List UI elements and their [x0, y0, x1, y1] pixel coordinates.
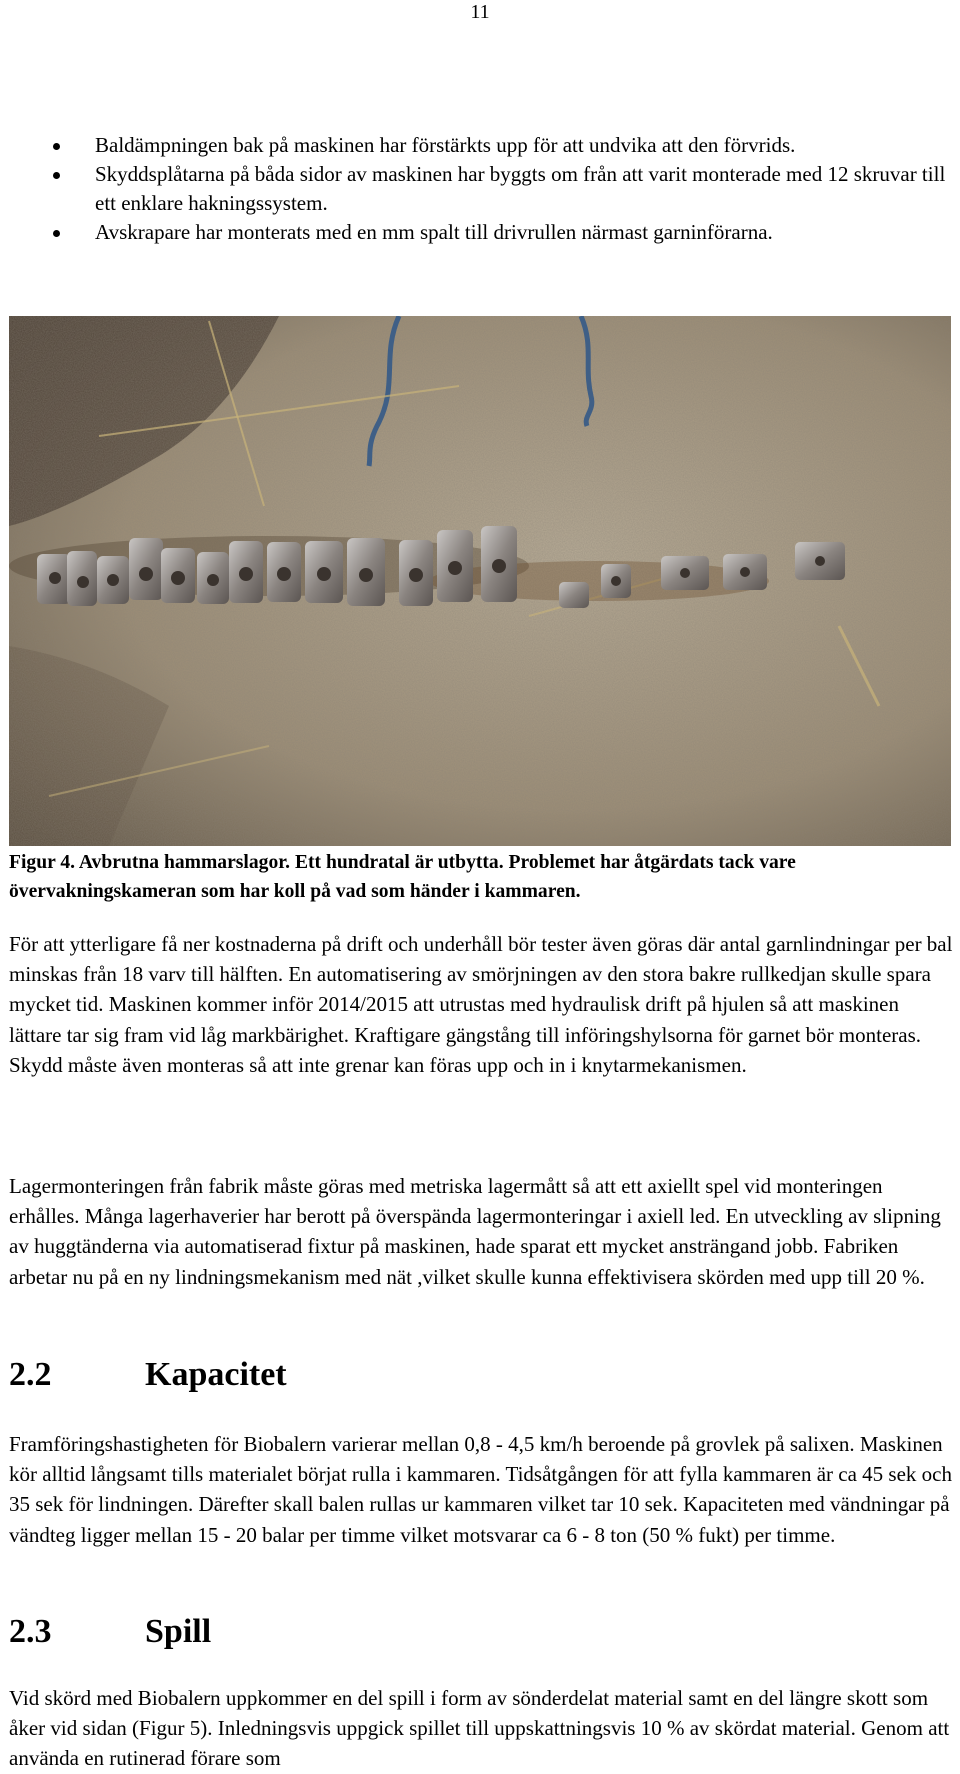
bullet-list [48, 131, 948, 247]
figure-caption: Figur 4. Avbrutna hammarslagor. Ett hundratal är utbytta. Problemet har åtgärdats tack vare övervakningskameran som har koll på vad som händer i kammaren. [9, 852, 796, 902]
section-title: Kapacitet [145, 1356, 287, 1393]
bullet-text: Avskrapare har monterats med en mm spalt till drivrullen närmast garninförarna. [95, 220, 773, 244]
section-number: 2.3 [9, 1613, 52, 1650]
bullet-dot-icon [53, 172, 60, 179]
section-paragraph: Framföringshastigheten för Biobalern varierar mellan 0,8 - 4,5 km/h beroende på grovlek på salixen. Maskinen kör alltid långsamt tills materialet börjat rulla i kammaren. Tidsåtgången för att fylla kammaren är ca 45 sek och 35 sek för lindningen. Därefter skall balen rullas ur kammaren vilket tar 10 sek. Kapaciteten med vändningar på vändteg ligger mellan 15 - 20 balar per timme vilket motsvarar ca 6 - 8 ton (50 % fukt) per timme. [9, 1432, 952, 1547]
bullet-dot-icon [53, 143, 60, 150]
section-heading [9, 1355, 287, 1395]
bullet-dot-icon [53, 230, 60, 237]
bullet-item [48, 218, 948, 247]
section-number: 2.2 [9, 1356, 52, 1393]
figure-photo [9, 316, 951, 846]
bullet-item [48, 160, 948, 218]
section-paragraph: Vid skörd med Biobalern uppkommer en del spill i form av sönderdelat material samt en del längre skott som åker vid sidan (Figur 5). Inledningsvis uppgick spillet till uppskattningsvis 10 % av skördat material. Genom att använda en rutinerad förare som [9, 1686, 950, 1771]
page-number: 11 [470, 1, 490, 23]
section-title: Spill [145, 1613, 212, 1650]
bullet-text: Skyddsplåtarna på båda sidor av maskinen har byggts om från att varit monterade med 12 skruvar till ett enklare hakningssystem. [95, 162, 946, 215]
body-paragraph: Lagermonteringen från fabrik måste göras med metriska lagermått så att ett axiellt spel vid monteringen erhålles. Många lagerhaverier har berott på överspända lagermonteringar i axiell led. En utveckling av slipning av huggtänderna via automatiserad fixtur på maskinen, hade sparat ett mycket ansträngand jobb. Fabriken arbetar nu på en ny lindningsmekanism med nät ,vilket skulle kunna effektivisera skörden med upp till 20 %. [9, 1174, 941, 1289]
bullet-item [48, 131, 948, 160]
section-heading [9, 1612, 211, 1652]
body-paragraph: För att ytterligare få ner kostnaderna på drift och underhåll bör tester även göras där antal garnlindningar per bal minskas från 18 varv till hälften. En automatisering av smörjningen av den stora bakre rullkedjan skulle spara mycket tid. Maskinen kommer inför 2014/2015 att utrustas med hydraulisk drift på hjulen så att maskinen lättare tar sig fram vid låg markbärighet. Kraftigare gängstång till införingshylsorna för garnet bör monteras. Skydd måste även monteras så att inte grenar kan föras upp och in i knytarmekanismen. [9, 932, 953, 1077]
broken-hammers-photo [9, 316, 951, 846]
bullet-text: Baldämpningen bak på maskinen har förstärkts upp för att undvika att den förvrids. [95, 133, 796, 157]
